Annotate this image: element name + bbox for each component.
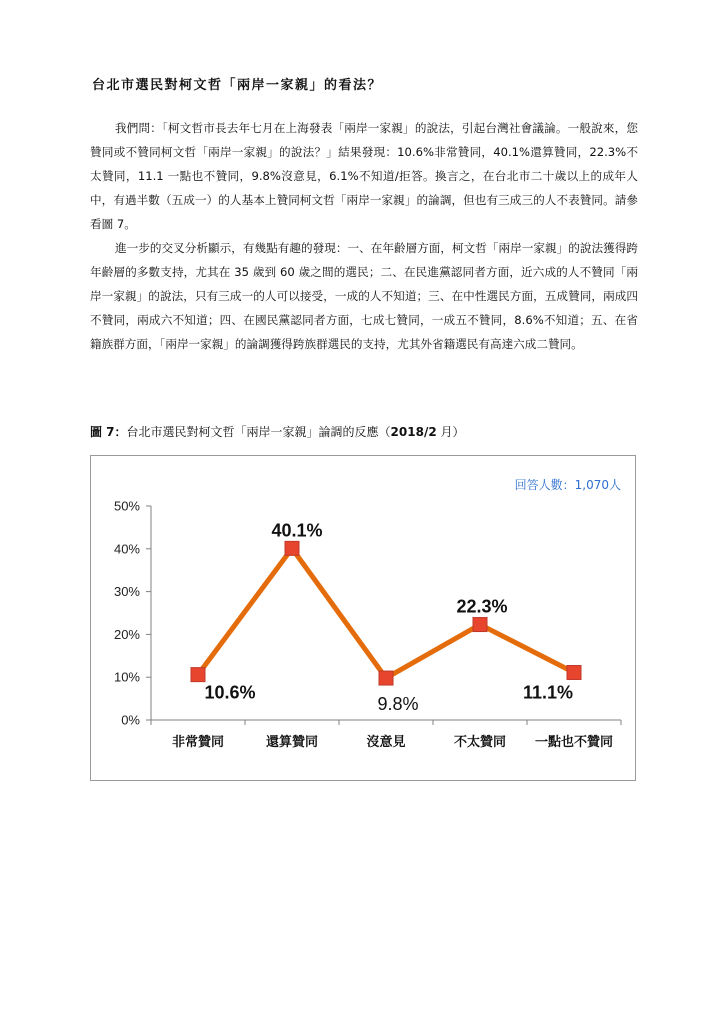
data-point-marker xyxy=(379,671,393,685)
paragraph-2: 進一步的交叉分析顯示，有幾點有趣的發現：一、在年齡層方面，柯文哲「兩岸一家親」的說法獲得跨年齡層的多數支持，尤其在 35 歲到 60 歲之間的選民；二、在民進黨認同者方面，近六成的人不贊同「兩岸一家親」的說法，只有三成一的人可以接受，一成的人不知道；三、在中性選民方面，五成贊同，兩成四不贊同，兩成六不知道；四、在國民黨認同者方面，七成七贊同，一成五不贊同，8.6%不知道；五、在省籍族群方面，「兩岸一家親」的論調獲得跨族群選民的支持，尤其外省籍選民有高達六成二贊同。 xyxy=(90,241,638,351)
section-heading: 台北市選民對柯文哲「兩岸一家親」的看法？ xyxy=(92,78,383,93)
line-chart xyxy=(91,456,637,782)
x-category-label: 非常贊同 xyxy=(171,735,225,750)
y-tick-label: 30% xyxy=(113,584,140,600)
y-tick-label: 50% xyxy=(113,498,140,514)
data-point-marker xyxy=(285,541,299,555)
figure-caption-tail: 月） xyxy=(436,425,465,439)
data-point-marker xyxy=(473,618,487,632)
x-category-label: 一點也不贊同 xyxy=(534,735,614,750)
figure-caption-label: 圖 7： xyxy=(90,425,127,439)
figure-caption xyxy=(90,423,465,440)
y-tick-label: 20% xyxy=(113,626,140,642)
chart-frame xyxy=(90,455,636,781)
data-label: 9.8% xyxy=(377,694,419,715)
y-tick-label: 0% xyxy=(121,712,140,728)
data-label: 40.1% xyxy=(271,520,323,541)
x-category-label: 還算贊同 xyxy=(265,735,319,750)
figure-caption-text: 台北市選民對柯文哲「兩岸一家親」論調的反應（ xyxy=(126,425,391,439)
figure-caption-date: 2018/2 xyxy=(390,425,437,439)
data-point-marker xyxy=(567,665,581,679)
data-label: 22.3% xyxy=(456,596,508,617)
series-line xyxy=(198,548,574,678)
y-tick-label: 10% xyxy=(113,669,140,685)
paragraph-1: 我們問：「柯文哲市長去年七月在上海發表「兩岸一家親」的說法，引起台灣社會議論。一般說來，您贊同或不贊同柯文哲「兩岸一家親」的說法？」結果發現：10.6%非常贊同，40.1%還算贊同，22.3%不太贊同，11.1 一點也不贊同，9.8%沒意見，6.1%不知道/拒答。換言之，在台北市二十歲以上的成年人中，有過半數（五成一）的人基本上贊同柯文哲「兩岸一家親」的論調，但也有三成三的人不表贊同。請參看圖 7。 xyxy=(90,121,638,231)
x-category-label: 不太贊同 xyxy=(453,735,507,750)
data-point-marker xyxy=(191,668,205,682)
data-label: 10.6% xyxy=(204,682,256,703)
data-label: 11.1% xyxy=(522,682,574,703)
y-tick-label: 40% xyxy=(113,541,140,557)
x-category-label: 沒意見 xyxy=(366,735,406,750)
respondent-count: 回答人數：1,070人 xyxy=(514,478,621,492)
